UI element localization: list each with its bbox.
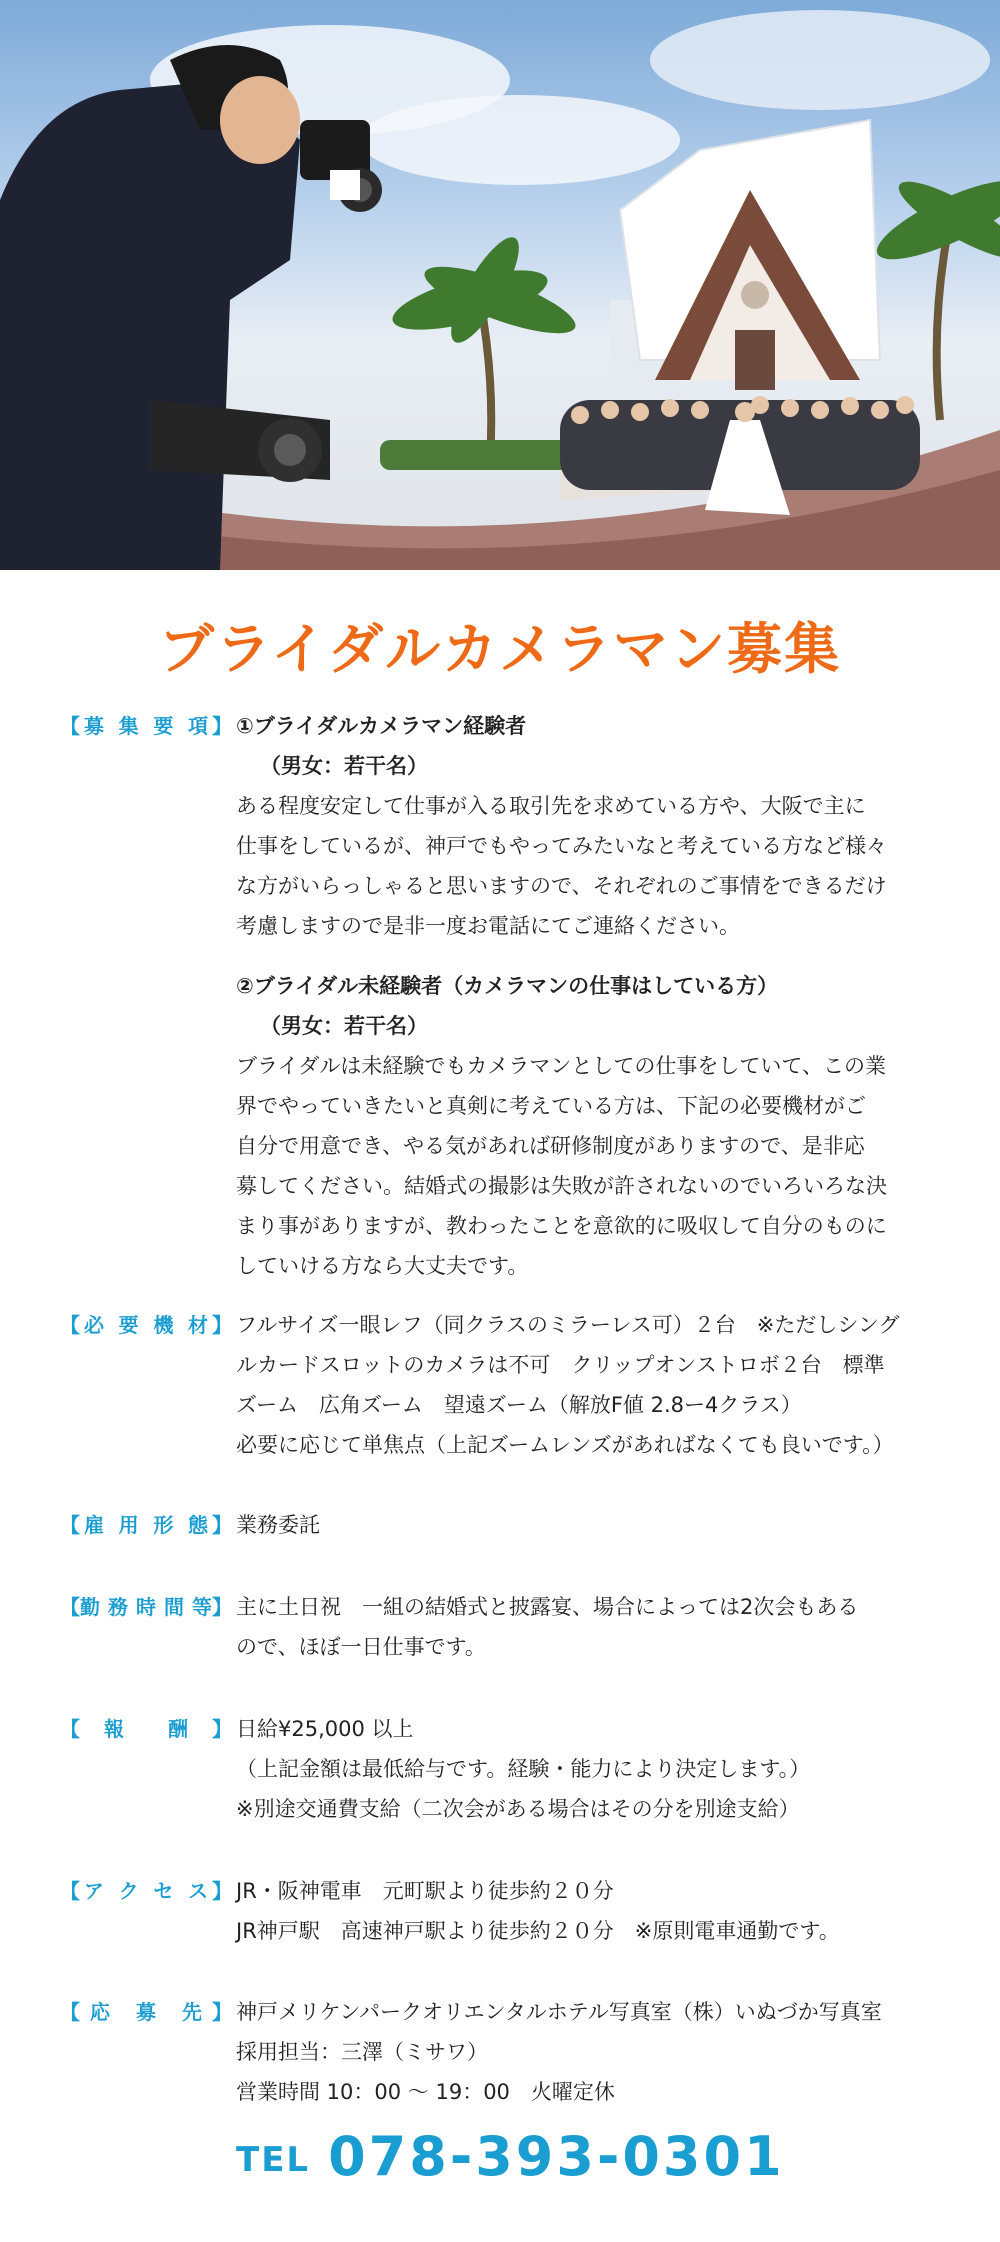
- label-char: 用: [118, 1513, 139, 1537]
- text-line: ルカードスロットのカメラは不可 クリップオンストロボ２台 標準: [236, 1353, 885, 1377]
- spacer: [236, 946, 936, 966]
- label-char: 時: [136, 1595, 156, 1619]
- label-char: 材: [187, 1313, 208, 1337]
- content-equipment: [236, 1305, 936, 1465]
- label-hours: 【 勤 務 時 間 等 】: [60, 1587, 232, 1627]
- company-name: 神戸メリケンパークオリエンタルホテル写真室（株）いぬづか写真室: [236, 2000, 882, 2024]
- business-hours: 営業時間 10：00 〜 19：00 火曜定休: [236, 2080, 615, 2104]
- label-char: 募: [84, 714, 104, 738]
- label-access: 【 ア ク セ ス 】: [60, 1871, 232, 1911]
- category-2-sub: （男女：若干名）: [260, 1014, 428, 1038]
- content-hours: [236, 1587, 936, 1667]
- text-line: していける方なら大丈夫です。: [236, 1254, 529, 1278]
- label-char: 務: [108, 1595, 128, 1619]
- text-line: ので、ほぼ一日仕事です。: [236, 1635, 486, 1659]
- text-line: 仕事をしているが、神戸でもやってみたいなと考えている方など様々: [236, 834, 887, 858]
- text-line: ブライダルは未経験でもカメラマンとしての仕事をしていて、この業: [236, 1054, 886, 1078]
- label-char: 必: [84, 1313, 104, 1337]
- label-char: 項: [187, 714, 208, 738]
- label-char: ク: [118, 1879, 139, 1903]
- label-char: ア: [84, 1879, 104, 1903]
- label-apply: 【 応 募 先 】: [60, 1992, 232, 2032]
- label-char: 要: [153, 714, 174, 738]
- label-equipment: 【 必 要 機 材 】: [60, 1305, 232, 1345]
- label-char: 酬: [168, 1717, 188, 1741]
- label-char: 形: [153, 1513, 174, 1537]
- category-1-sub: （男女：若干名）: [260, 754, 428, 778]
- label-char: 機: [153, 1313, 174, 1337]
- label-char: 先: [182, 2000, 202, 2024]
- content-access: [236, 1871, 936, 1951]
- label-char: 応: [90, 2000, 110, 2024]
- label-recruitment: 【 募 集 要 項 】: [60, 706, 232, 746]
- text-line: 募してください。結婚式の撮影は失敗が許されないのでいろいろな決: [236, 1174, 887, 1198]
- tel-label: TEL: [236, 2140, 311, 2180]
- category-2-heading: ②ブライダル未経験者（カメラマンの仕事はしている方）: [236, 974, 779, 998]
- label-char: 等: [192, 1595, 212, 1619]
- content-employment: [236, 1505, 936, 1545]
- content-recruitment: [236, 706, 936, 1286]
- label-char: 集: [118, 714, 139, 738]
- text-line: 考慮しますので是非一度お電話にてご連絡ください。: [236, 914, 740, 938]
- text-line: 界でやっていきたいと真剣に考えている方は、下記の必要機材がご: [236, 1094, 866, 1118]
- label-char: セ: [153, 1879, 174, 1903]
- label-char: 報: [104, 1717, 124, 1741]
- hero-photo: [0, 0, 1000, 570]
- content-pay: [236, 1709, 936, 1829]
- page-title: ブライダルカメラマン募集: [158, 617, 842, 681]
- label-char: ス: [187, 1879, 208, 1903]
- content-apply: [236, 1992, 936, 2112]
- text-line: ズーム 広角ズーム 望遠ズーム（解放F値 2.8ー4クラス）: [236, 1393, 802, 1417]
- label-char: 募: [136, 2000, 156, 2024]
- contact-person: 採用担当：三澤（ミサワ）: [236, 2040, 488, 2064]
- text-line: ある程度安定して仕事が入る取引先を求めている方や、大阪で主に: [236, 794, 866, 818]
- tel-number[interactable]: 078-393-0301: [328, 2125, 785, 2188]
- text-line: ※別途交通費支給（二次会がある場合はその分を別途支給）: [236, 1797, 800, 1821]
- label-char: 勤: [80, 1595, 100, 1619]
- text-line: 主に土日祝 一組の結婚式と披露宴、場合によっては2次会もある: [236, 1595, 859, 1619]
- text-line: （上記金額は最低給与です。経験・能力により決定します。）: [236, 1757, 811, 1781]
- category-1-heading: ①ブライダルカメラマン経験者: [236, 714, 527, 738]
- text-line: 業務委託: [236, 1513, 320, 1537]
- daily-wage: 日給¥25,000 以上: [236, 1717, 414, 1741]
- text-line: 自分で用意でき、やる気があれば研修制度がありますので、是非応: [236, 1134, 865, 1158]
- label-char: 要: [118, 1313, 139, 1337]
- phone-number[interactable]: [236, 2125, 785, 2188]
- text-line: JR神戸駅 高速神戸駅より徒歩約２０分 ※原則電車通勤です。: [236, 1919, 840, 1943]
- hero-illustration: [0, 0, 1000, 570]
- text-line: フルサイズ一眼レフ（同クラスのミラーレス可）２台 ※ただしシング: [236, 1313, 900, 1337]
- label-char: 間: [164, 1595, 184, 1619]
- text-line: な方がいらっしゃると思いますので、それぞれのご事情をできるだけ: [236, 874, 887, 898]
- text-line: まり事がありますが、教わったことを意欲的に吸収して自分のものに: [236, 1214, 887, 1238]
- label-pay: 【 報 酬 】: [60, 1709, 232, 1749]
- label-char: 雇: [84, 1513, 104, 1537]
- label-char: 態: [187, 1513, 208, 1537]
- text-line: 必要に応じて単焦点（上記ズームレンズがあればなくても良いです。）: [236, 1433, 894, 1457]
- text-line: JR・阪神電車 元町駅より徒歩約２０分: [236, 1879, 614, 1903]
- label-employment: 【 雇 用 形 態 】: [60, 1505, 232, 1545]
